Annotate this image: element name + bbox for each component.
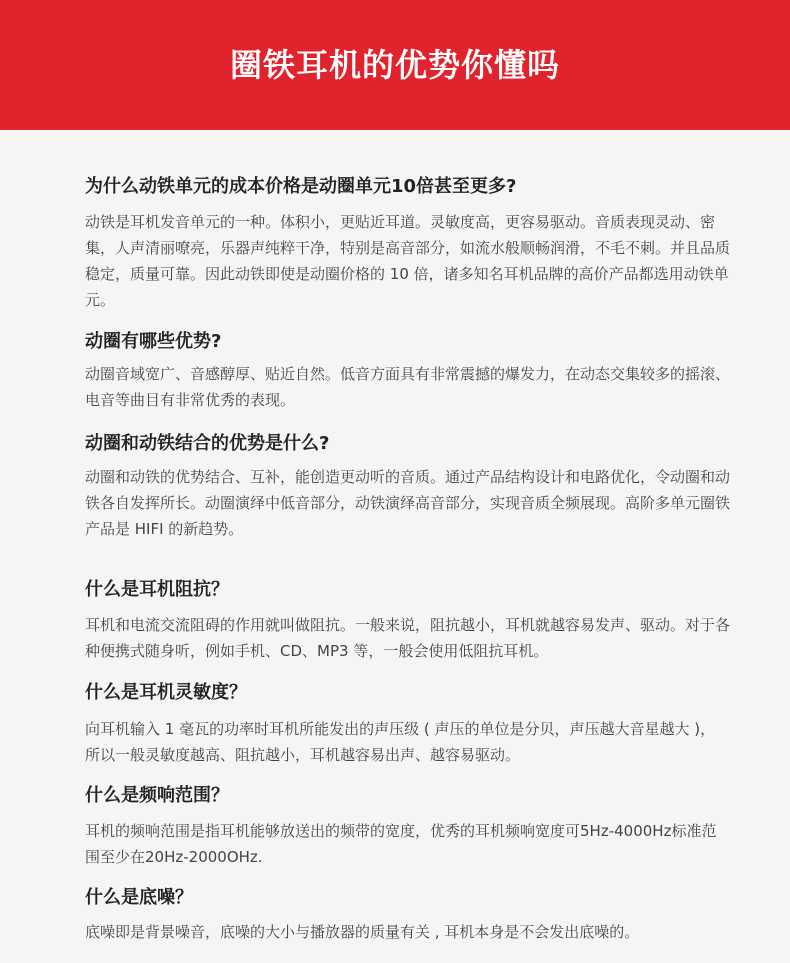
- faq-question: 什么是耳机阻抗？: [85, 578, 229, 600]
- faq-question: 什么是耳机灵敏度？: [85, 682, 247, 703]
- faq-question: 动圈有哪些优势?: [85, 330, 222, 352]
- faq-item-sensitivity: [85, 682, 730, 768]
- faq-item-impedance: [85, 579, 730, 665]
- faq-item-frequency-response: [85, 785, 730, 871]
- faq-answer: 底噪即是背景噪音，底噪的大小与播放器的质量有关 , 耳机本身是不会发出底噪的。: [85, 922, 640, 941]
- faq-question: 什么是底噪？: [85, 887, 193, 908]
- faq-answer: 动圈和动铁的优势结合、互补，能创造更动听的音质。通过产品结构设计和电路优化，令动圈和动铁各自发挥所长。动圈演绎中低音部分，动铁演绎高音部分，实现音质全频展现。高阶多单元圈铁产品是 HIFI 的新趋势。: [85, 467, 731, 538]
- faq-item-balanced-armature-cost: [85, 176, 730, 313]
- faq-item-noise-floor: [85, 887, 730, 945]
- faq-answer: 耳机和电流交流阻碍的作用就叫做阻抗。一般来说，阻抗越小，耳机就越容易发声、驱动。对于各种便携式随身听，例如手机、CD、MP3 等，一般会使用低阻抗耳机。: [85, 616, 731, 660]
- faq-question: 为什么动铁单元的成本价格是动圈单元10倍甚至更多?: [85, 176, 517, 197]
- faq-question: 什么是频响范围？: [85, 784, 229, 806]
- faq-answer: 动圈音域宽广、音感醇厚、贴近自然。低音方面具有非常震撼的爆发力，在动态交集较多的摇滚、电音等曲目有非常优秀的表现。: [85, 365, 731, 409]
- faq-answer: 耳机的频响范围是指耳机能够放送出的频带的宽度，优秀的耳机频响宽度可5Hz-4000Hz标准范围至少在20Hz-2000OHz.: [85, 822, 717, 866]
- faq-content: [0, 130, 790, 945]
- faq-answer: 动铁是耳机发音单元的一种。体积小，更贴近耳道。灵敏度高，更容易驱动。音质表现灵动、密集，人声清丽嘹亮，乐器声纯粹干净，特别是高音部分，如流水般顺畅润滑，不毛不刺。并且品质稳定，质量可靠。因此动铁即使是动圈价格的 10 倍，诸多知名耳机品牌的高价产品都选用动铁单元。: [85, 212, 731, 309]
- faq-item-dynamic-advantages: [85, 331, 730, 414]
- faq-question: 动圈和动铁结合的优势是什么?: [85, 433, 330, 454]
- header-banner: [0, 0, 790, 130]
- page-title: 圈铁耳机的优势你懂吗: [229, 46, 560, 84]
- faq-item-hybrid-advantages: [85, 433, 730, 542]
- faq-answer: 向耳机输入 1 毫瓦的功率时耳机所能发出的声压级 ( 声压的单位是分贝，声压越大音星越大 )，所以一般灵敏度越高、阻抗越小，耳机越容易出声、越容易驱动。: [85, 719, 716, 764]
